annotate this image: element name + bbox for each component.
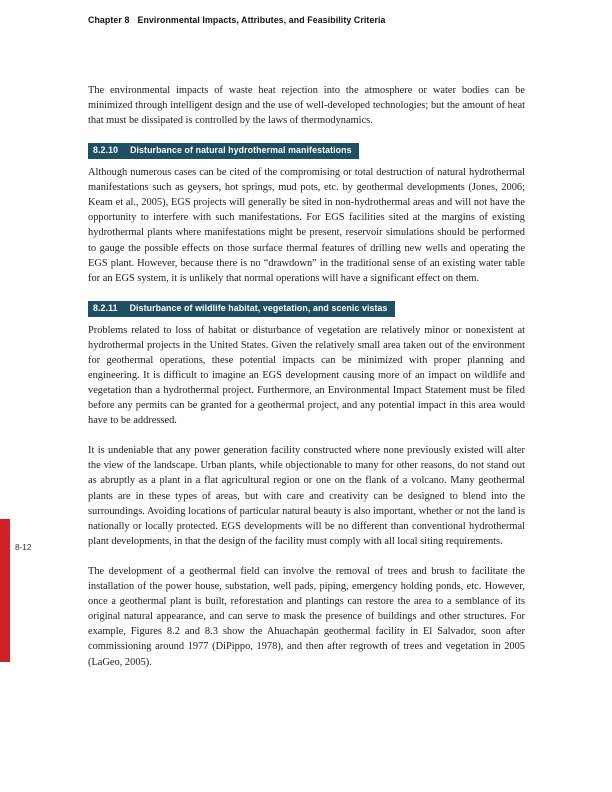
chapter-label: Chapter 8: [88, 15, 130, 25]
section-number: 8.2.11: [93, 302, 118, 313]
paragraph: Problems related to loss of habitat or disturbance of vegetation are relatively minor or nonexistent at hydrothermal projects in the United States. Given the relatively small area taken out of the environment for geothermal operations, these potential impacts can be minimized with proper planning and engineering. It is difficult to imagine an EGS development causing more of an impact on wildlife and vegetation than a hydrothermal project. Furthermore, an Environmental Impact Statement must be filed before any permits can be granted for a geothermal project, and any potential impact in this area would have to be addressed.: [88, 324, 525, 427]
paragraph: It is undeniable that any power generation facility constructed where none previously existed will alter the view of the landscape. Urban plants, while objectionable to many for other reasons, do not stand out as abruptly as a plant in a flat agricultural region or one on the flank of a volcano. Many geothermal plants are in these types of areas, but with care and creativity can be designed to blend into the surroundings. Avoiding locations of particular natural beauty is also important, whether or not the land is nationally or locally protected. EGS developments will be no different than conventional hydrothermal plant developments, in that the design of the facility must comply with all local siting requirements.: [88, 445, 525, 547]
chapter-title: Environmental Impacts, Attributes, and Feasibility Criteria: [137, 15, 386, 25]
paragraph: Although numerous cases can be cited of the compromising or total destruction of natural hydrothermal manifestations such as geysers, hot springs, mud pots, etc. by geothermal developments (Jones, 2006; Keam et al., 2005), EGS projects will generally be sited in non-hydrothermal areas and will not have the opportunity to interfere with such manifestations. For EGS facilities sited at the margins of existing hydrothermal plants where manifestations might be present, reservoir simulations should be performed to gauge the possible effects on those surface thermal features of drilling new wells and operating the EGS plant. However, because there is no “drawdown” in the traditional sense of an existing water table for an EGS system, it is unlikely that normal operations will have a significant effect on them.: [88, 167, 525, 284]
page-edge-tab: [0, 519, 10, 662]
section-heading-8-2-10: [88, 143, 359, 159]
body-column: [88, 83, 525, 685]
section-heading-row-8-2-11: [88, 301, 525, 317]
chapter-header: [88, 15, 528, 25]
page-number: 8-12: [15, 543, 32, 552]
paragraph: The development of a geothermal field can involve the removal of trees and brush to facilitate the installation of the power house, substation, well pads, piping, emergency holding ponds, etc. However, once a geothermal plant is built, reforestation and plantings can restore the area to a semblance of its original natural appearance, and can serve to mask the presence of buildings and other structures. For example, Figures 8.2 and 8.3 show the Ahuachapán geothermal facility in El Salvador, soon after commissioning around 1977 (DiPippo, 1978), and then after regrowth of trees and vegetation in 2005 (LaGeo, 2005).: [88, 565, 525, 668]
section-heading-row-8-2-10: [88, 143, 525, 159]
section-title: Disturbance of natural hydrothermal manifestations: [130, 145, 352, 156]
paragraph-intro: The environmental impacts of waste heat rejection into the atmosphere or water bodies can be minimized through intelligent design and the use of well-developed technologies; but the amount of heat that must be dissipated is controlled by the laws of thermodynamics.: [88, 85, 525, 127]
section-title: Disturbance of wildlife habitat, vegetation, and scenic vistas: [129, 302, 388, 313]
section-number: 8.2.10: [93, 145, 119, 156]
section-heading-8-2-11: [88, 301, 395, 317]
